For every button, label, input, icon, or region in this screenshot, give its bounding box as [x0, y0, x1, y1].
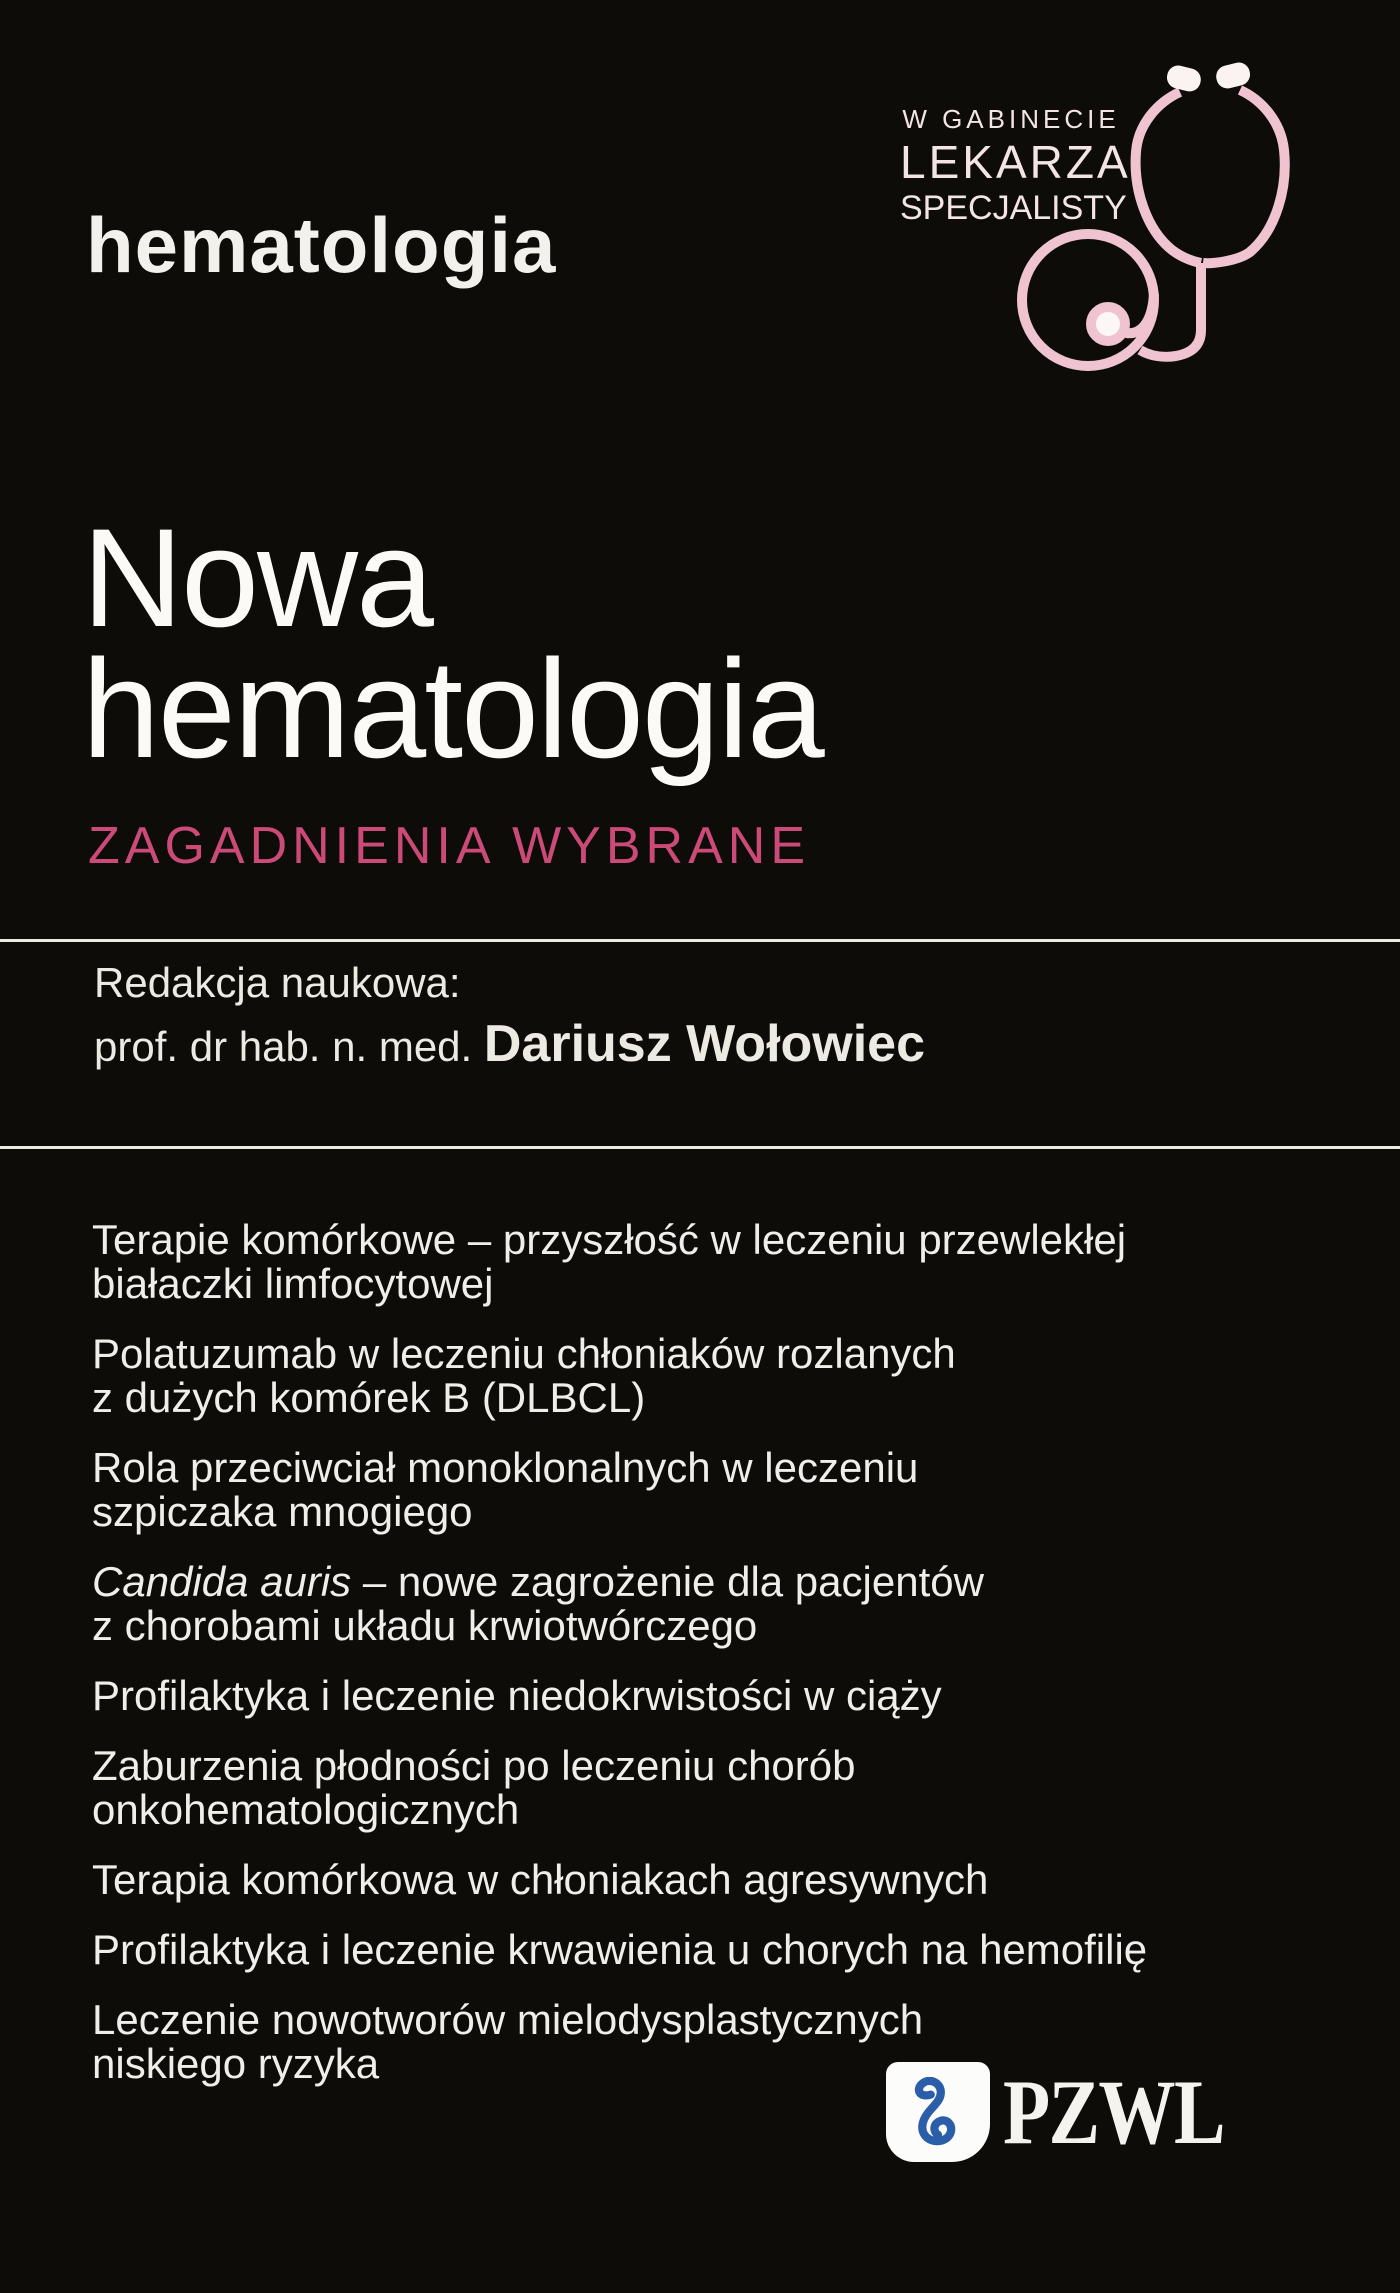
topic-item: Profilaktyka i leczenie krwawienia u chorych na hemofilię — [92, 1926, 1148, 1973]
aesculapius-snake-icon — [906, 2077, 970, 2147]
brand-line-3: SPECJALISTY — [900, 189, 1127, 227]
book-title — [82, 499, 823, 787]
topic-item: Profilaktyka i leczenie niedokrwistości w ciąży — [92, 1672, 942, 1719]
topic-item: Candida auris – nowe zagrożenie dla pacjentów z chorobami układu krwiotwórczego — [92, 1558, 984, 1649]
divider-bottom — [0, 1146, 1400, 1149]
title-line-2: hematologia — [82, 630, 823, 787]
topic-item: Zaburzenia płodności po leczeniu chorób onkohematologicznych — [92, 1742, 856, 1833]
topic-italic-lead: Candida auris — [92, 1558, 352, 1605]
publisher-logo — [886, 2062, 1266, 2162]
stethoscope-icon — [1000, 40, 1310, 390]
credit-editor-name: Dariusz Wołowiec — [483, 1015, 926, 1073]
topic-item: Terapie komórkowe – przyszłość w leczeniu przewlekłej białaczki limfocytowej — [92, 1216, 1127, 1307]
book-subtitle: ZAGADNIENIA WYBRANE — [88, 817, 810, 875]
topic-item: Leczenie nowotworów mielodysplastycznych niskiego ryzyka — [92, 1996, 924, 2087]
publisher-logo-tile — [886, 2062, 990, 2162]
credit-editor-line — [94, 1015, 926, 1073]
topic-item: Polatuzumab w leczeniu chłoniaków rozlanych z dużych komórek B (DLBCL) — [92, 1330, 956, 1421]
topic-item: Rola przeciwciał monoklonalnych w leczeniu szpiczaka mnogiego — [92, 1444, 919, 1535]
series-label: hematologia — [86, 201, 557, 289]
topic-item: Terapia komórkowa w chłoniakach agresywnych — [92, 1856, 989, 1903]
title-line-1: Nowa — [82, 499, 432, 656]
brand-line-2: LEKARZA — [900, 136, 1131, 188]
brand-line-1: W GABINECIE — [902, 104, 1120, 134]
credit-label: Redakcja naukowa: — [94, 959, 461, 1006]
editor-credit — [94, 959, 926, 1073]
publisher-wordmark: PZWL — [1003, 2061, 1224, 2163]
topics-list — [92, 1218, 1322, 2112]
credit-degrees: prof. dr hab. n. med. — [94, 1023, 484, 1070]
divider-top — [0, 939, 1400, 942]
